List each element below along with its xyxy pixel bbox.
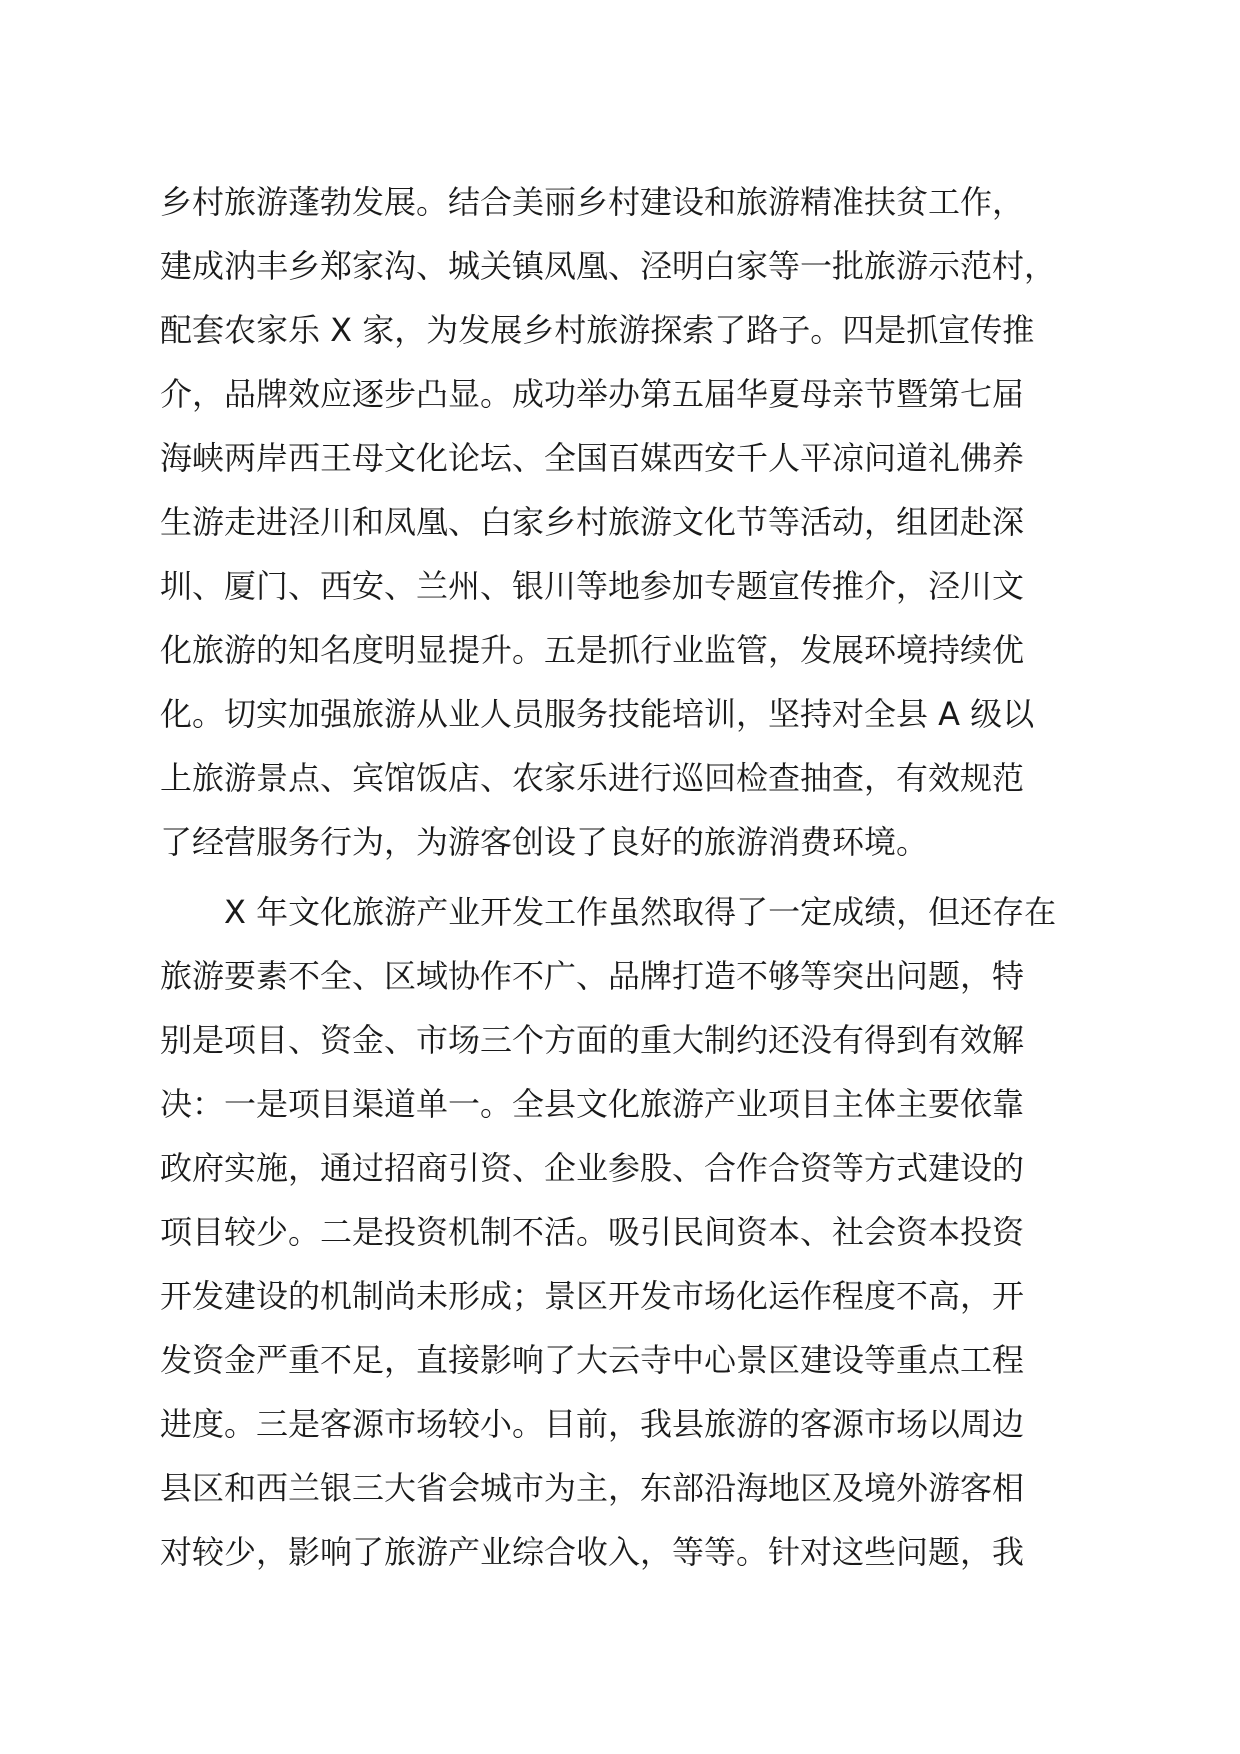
paragraph-2 — [160, 880, 1120, 1584]
text-line: 旅游要素不全、区域协作不广、品牌打造不够等突出问题，特 — [160, 957, 1025, 995]
text-line: 圳、厦门、西安、兰州、银川等地参加专题宣传推介，泾川文 — [160, 567, 1025, 605]
text-line: 了经营服务行为，为游客创设了良好的旅游消费环境。 — [160, 823, 929, 861]
text-line: 政府实施，通过招商引资、企业参股、合作合资等方式建设的 — [160, 1149, 1025, 1187]
text-line: 海峡两岸西王母文化论坛、全国百媒西安千人平凉问道礼佛养 — [160, 439, 1025, 477]
text-line: 乡村旅游蓬勃发展。结合美丽乡村建设和旅游精准扶贫工作， — [160, 183, 1025, 221]
text-line: 化。切实加强旅游从业人员服务技能培训，坚持对全县 A 级以 — [160, 695, 1035, 733]
text-line: 进度。三是客源市场较小。目前，我县旅游的客源市场以周边 — [160, 1405, 1025, 1443]
text-line: 生游走进泾川和凤凰、白家乡村旅游文化节等活动，组团赴深 — [160, 503, 1025, 541]
text-line: 上旅游景点、宾馆饭店、农家乐进行巡回检查抽查，有效规范 — [160, 759, 1025, 797]
paragraph-1 — [160, 170, 1120, 874]
text-line: X 年文化旅游产业开发工作虽然取得了一定成绩，但还存在 — [160, 893, 1057, 931]
text-line: 化旅游的知名度明显提升。五是抓行业监管，发展环境持续优 — [160, 631, 1025, 669]
text-line: 县区和西兰银三大省会城市为主，东部沿海地区及境外游客相 — [160, 1469, 1025, 1507]
text-line: 配套农家乐 X 家，为发展乡村旅游探索了路子。四是抓宣传推 — [160, 311, 1035, 349]
text-line: 对较少，影响了旅游产业综合收入，等等。针对这些问题，我 — [160, 1533, 1025, 1571]
text-line: 介，品牌效应逐步凸显。成功举办第五届华夏母亲节暨第七届 — [160, 375, 1025, 413]
text-line: 决：一是项目渠道单一。全县文化旅游产业项目主体主要依靠 — [160, 1085, 1025, 1123]
text-line: 建成汭丰乡郑家沟、城关镇凤凰、泾明白家等一批旅游示范村， — [160, 247, 1057, 285]
text-line: 别是项目、资金、市场三个方面的重大制约还没有得到有效解 — [160, 1021, 1025, 1059]
text-line: 开发建设的机制尚未形成；景区开发市场化运作程度不高，开 — [160, 1277, 1025, 1315]
text-line: 项目较少。二是投资机制不活。吸引民间资本、社会资本投资 — [160, 1213, 1025, 1251]
text-line: 发资金严重不足，直接影响了大云寺中心景区建设等重点工程 — [160, 1341, 1025, 1379]
